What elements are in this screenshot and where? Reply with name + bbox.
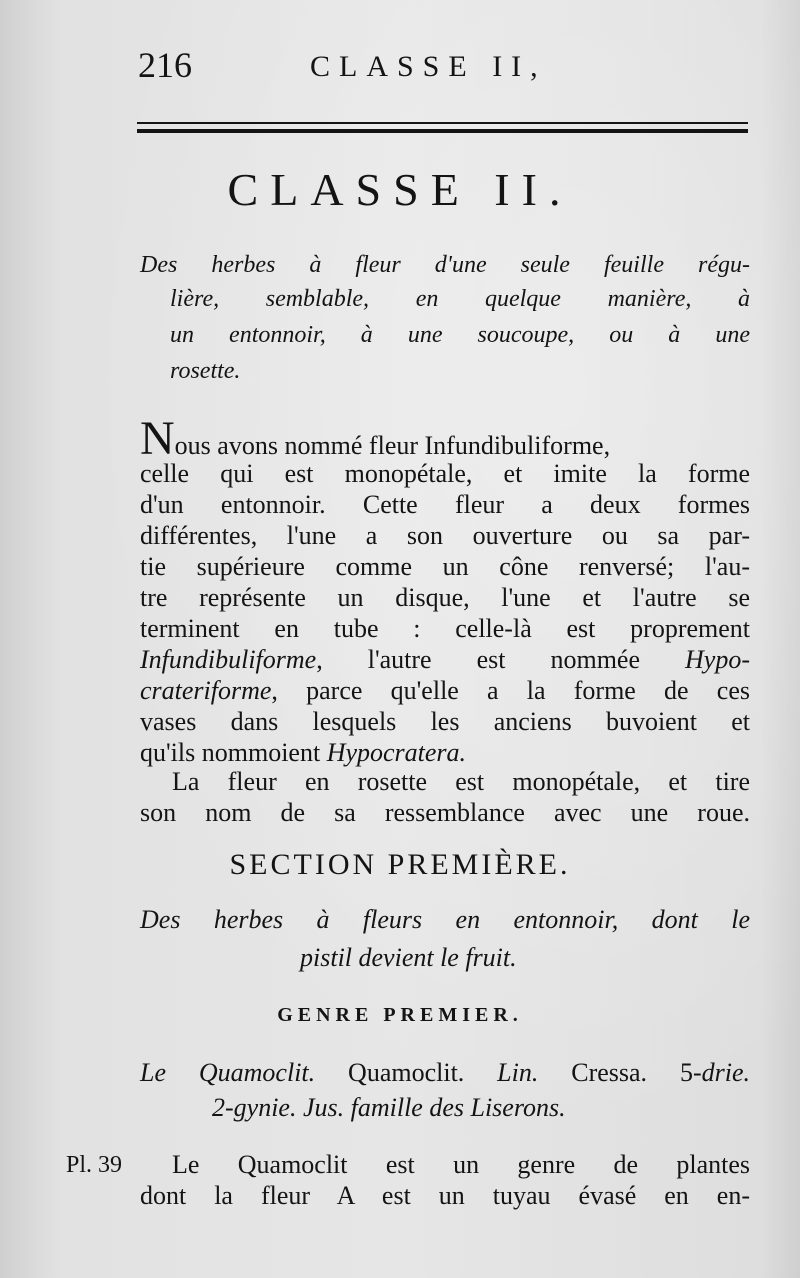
body-line: crateriforme, parce qu'elle a la forme de ces — [140, 676, 750, 705]
body-line: vases dans lesquels les anciens buvoient et — [140, 707, 750, 736]
section-subtitle-line: pistil devient le fruit. — [300, 943, 517, 972]
subtitle-line: rosette. — [170, 358, 241, 384]
section-title: SECTION PREMIÈRE. — [229, 848, 571, 881]
subtitle-line: Des herbes à fleur d'une seule feuille régu- — [140, 252, 750, 278]
header-rule-thin — [137, 122, 748, 124]
body-line: celle qui est monopétale, et imite la forme — [140, 459, 750, 488]
body-line: Nous avons nommé fleur Infundibuliforme, — [140, 412, 611, 465]
genre-heading: GENRE PREMIER. — [277, 1004, 523, 1026]
header-rule-thick — [137, 129, 748, 133]
body-line: qu'ils nommoient Hypocratera. — [140, 738, 467, 767]
species-line: 2-gynie. Jus. famille des Liserons. — [212, 1093, 566, 1122]
body-line: d'un entonnoir. Cette fleur a deux formes — [140, 490, 750, 519]
drop-cap: N — [140, 412, 175, 465]
section-subtitle-line: Des herbes à fleurs en entonnoir, dont le — [140, 905, 750, 934]
margin-note: Pl. 39 — [66, 1152, 123, 1178]
body-line: terminent en tube : celle-là est proprement — [140, 614, 750, 643]
subtitle-line: lière, semblable, en quelque manière, à — [170, 286, 750, 312]
species-line: Le Quamoclit. Quamoclit. Lin. Cressa. 5-drie. — [140, 1058, 750, 1087]
body-line: son nom de sa ressemblance avec une roue. — [140, 798, 750, 827]
running-title: CLASSE II, — [310, 50, 547, 83]
page-number: 216 — [138, 45, 192, 85]
chapter-title: CLASSE II. — [227, 164, 573, 215]
subtitle-line: un entonnoir, à une soucoupe, ou à une — [170, 322, 750, 348]
body-line: Le Quamoclit est un genre de plantes — [172, 1150, 750, 1179]
body-line: La fleur en rosette est monopétale, et tire — [172, 767, 750, 796]
body-line: Infundibuliforme, l'autre est nommée Hypo- — [140, 645, 750, 674]
body-line: tie supérieure comme un cône renversé; l'au- — [140, 552, 750, 581]
body-line: dont la fleur A est un tuyau évasé en en- — [140, 1181, 750, 1210]
body-line: tre représente un disque, l'une et l'autre se — [140, 583, 750, 612]
body-line: différentes, l'une a son ouverture ou sa par- — [140, 521, 750, 550]
